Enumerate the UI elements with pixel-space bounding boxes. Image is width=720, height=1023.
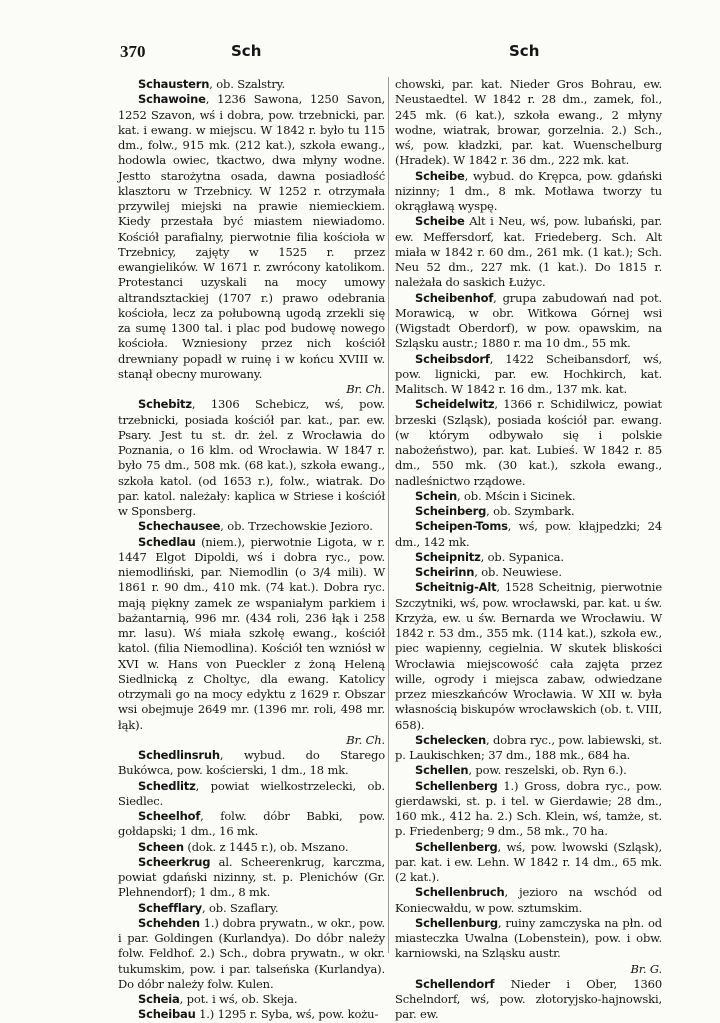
entry-headword: Schebitz — [138, 397, 192, 412]
entry-text: 1.) dobra prywatn., w okr., pow. i par. Goldingen (Kurlandya). Do dóbr należy folw. Feldhof. 2.) Sch., dobra prywatn., w okr. tukumskim, pow. i par. talseńska (Kurlandya). Do dóbr należy folw. Kulen. — [118, 915, 385, 991]
dictionary-entry — [118, 77, 385, 92]
entry-headword: Scheibau — [138, 1007, 196, 1022]
entry-headword: Scheerkrug — [138, 854, 211, 869]
entry-headword: Schefflary — [138, 900, 202, 915]
dictionary-entry — [118, 809, 385, 840]
dictionary-entry — [395, 779, 662, 840]
author-signature: Br. G. — [630, 961, 662, 976]
entry-headword: Scheelhof — [138, 809, 201, 823]
entry-text: chowski, par. kat. Nieder Gros Bohrau, ew. Neustaedtel. W 1842 r. 28 dm., zamek, fol., 245 mk. (6 kat.), szkoła ewang., 2 młyny wodne, wiatrak, browar, gorzelnia. 2.) Sch., wś, pow. kładzki, par. kat. Wuenschelburg (Hradek). W 1842 r. 36 dm., 222 mk. kat. — [395, 77, 662, 168]
entry-text: , wybud. do Starego Bukówca, pow. kościerski, 1 dm., 18 mk. — [118, 748, 385, 778]
dictionary-entry — [118, 855, 385, 901]
entry-text: , 1422 Scheibansdorf, wś, pow. lignicki, par. ew. Hochkirch, kat. Malitsch. W 1842 r. 16 dm., 137 mk. kat. — [395, 351, 662, 396]
dictionary-entry — [395, 519, 662, 550]
dictionary-entry — [395, 916, 662, 962]
running-head-left: Sch — [231, 42, 262, 60]
dictionary-entry — [395, 77, 662, 169]
entry-text: , 1528 Scheitnig, pierwotnie Szczytniki, wś, pow. wrocławski, par. kat. u św. Krzyża, ew. u św. Bernarda we Wrocławiu. W 1842 r. 53 dm., 355 mk. (114 kat.), szkoła ew., piec wapienny, cegielnia. W skutek bliskości Wrocławia miejscowość cała zajęta przez wille, ogrody i miejsca zabaw, odwiedzane przez mieszkańców Wrocławia. W XII w. była własnością biskupów wrocławskich (ob. t. VIII, 658). — [395, 580, 662, 732]
entry-text: , wś, pow. kłajpedzki; 24 dm., 142 mk. — [395, 519, 662, 549]
entry-headword: Schellenberg — [415, 839, 498, 854]
entry-headword: Schellenbruch — [415, 885, 505, 900]
author-signature: Br. Ch. — [346, 382, 385, 396]
entry-text: , dobra ryc., pow. labiewski, st. p. Laukischken; 37 dm., 188 mk., 684 ha. — [395, 732, 662, 762]
entry-text: , ob. Szaflary. — [201, 900, 279, 915]
entry-headword: Schellenberg — [415, 778, 498, 793]
column-divider — [388, 77, 389, 953]
entry-text: , ruiny zamczyska na płn. od miasteczka Uwalna (Lobenstein), pow. i obw. karniowski, na Szląsku austr. — [395, 915, 662, 961]
entry-headword: Schehden — [138, 915, 200, 930]
dictionary-entry — [118, 397, 385, 519]
dictionary-entry — [395, 550, 662, 565]
dictionary-entry — [395, 580, 662, 733]
left-column — [118, 77, 385, 1023]
entry-text: , powiat wielkostrzelecki, ob. Siedlec. — [118, 778, 385, 808]
entry-headword: Scheen — [138, 839, 184, 854]
entry-headword: Schaustern — [138, 77, 210, 91]
entry-text: , ob. Trzechowskie Jezioro. — [220, 519, 373, 534]
dictionary-entry — [118, 779, 385, 810]
dictionary-entry — [395, 489, 662, 504]
entry-text: , wś, pow. lwowski (Szląsk), par. kat. i ew. Lehn. W 1842 r. 14 dm., 65 mk. (2 kat.). — [395, 839, 662, 884]
entry-text: (niem.), pierwotnie Ligota, w r. 1447 Elgot Dipoldi, wś i dobra ryc., pow. niemodliński, par. Niemodlin (o 3/4 mili). W 1861 r. 90 dm., 410 mk. (74 kat.). Dobra ryc. mają piękny zamek ze wspaniałym parkiem i bażantarnią, 996 mr. (434 roli, 236 łąk i 258 mr. lasu). Wś miała szkołę ewang., kościół katol. (filia Niemodlina). Kościół ten wzniósł w XVI w. Hans von Pueckler z żoną Heleną Siedlnicką z Choltyc, dla ewang. Katolicy otrzymali go na mocy edyktu z 1629 r. Obszar wsi obejmuje 2649 mr. (1396 mr. roli, 498 mr. łąk). — [118, 534, 385, 732]
entry-text: , pot. i wś, ob. Skeja. — [179, 992, 298, 1006]
dictionary-entry — [395, 169, 662, 215]
entry-text: Nieder i Ober, 1360 Schelndorf, wś, pow. złotoryjsko-hajnowski, par. ew. — [395, 976, 662, 1022]
entry-text: , jezioro na wschód od Koniecwałdu, w pow. sztumskim. — [395, 885, 662, 915]
entry-text: , ob. Mścin i Sicinek. — [457, 488, 576, 503]
entry-headword: Schawoine — [138, 92, 206, 107]
entry-headword: Schellenburg — [415, 915, 498, 930]
entry-headword: Scheia — [138, 992, 180, 1006]
entry-headword: Schellen — [415, 763, 469, 778]
entry-headword: Schellendorf — [415, 976, 495, 991]
right-column — [395, 77, 662, 1023]
entry-headword: Schein — [415, 488, 458, 503]
dictionary-entry — [118, 748, 385, 779]
dictionary-entry — [395, 565, 662, 580]
entry-text: , pow. reszelski, ob. Ryn 6.). — [468, 763, 627, 778]
dictionary-entry — [395, 397, 662, 489]
dictionary-entry — [395, 733, 662, 764]
entry-text: , ob. Szalstry. — [209, 77, 286, 91]
entry-headword: Scheibenhof — [415, 290, 494, 305]
dictionary-entry — [118, 901, 385, 916]
entry-headword: Scheibsdorf — [415, 351, 490, 366]
dictionary-entry — [118, 840, 385, 855]
dictionary-entry — [118, 535, 385, 733]
dictionary-entry — [395, 763, 662, 778]
entry-headword: Scheirinn — [415, 565, 475, 579]
entry-text: Alt i Neu, wś, pow. lubański, par. ew. Meffersdorf, kat. Friedeberg. Sch. Alt miała w 1842 r. 60 dm., 261 mk. (1 kat.); Sch. Neu 52 dm., 227 mk. (1 kat.). Do 1815 r. należała do saskich Łużyc. — [395, 214, 662, 290]
entry-text: 1.) Gross, dobra ryc., pow. gierdawski, st. p. i tel. w Gierdawie; 28 dm., 160 mk., 412 ha. 2.) Sch. Klein, wś, tamże, st. p. Friedenberg; 9 dm., 58 mk., 70 ha. — [395, 778, 662, 839]
entry-headword: Schelecken — [415, 732, 486, 747]
dictionary-entry — [395, 885, 662, 916]
entry-headword: Scheipnitz — [415, 549, 481, 564]
dictionary-entry — [118, 1007, 385, 1022]
dictionary-entry — [395, 352, 662, 398]
page-number: 370 — [120, 42, 146, 61]
entry-text: , ob. Sypanica. — [480, 549, 564, 564]
entry-headword: Schechausee — [138, 519, 221, 534]
entry-headword: Scheipen-Toms — [415, 519, 508, 534]
dictionary-entry — [118, 92, 385, 382]
entry-headword: Scheidelwitz — [415, 397, 495, 412]
dictionary-entry — [395, 840, 662, 886]
entry-text: , folw. dóbr Babki, pow. gołdapski; 1 dm., 16 mk. — [118, 809, 385, 839]
entry-headword: Schedlinsruh — [138, 748, 220, 762]
entry-text: , 1236 Sawona, 1250 Savon, 1252 Szavon, wś i dobra, pow. trzebnicki, par. kat. i ewang. w miejscu. W 1842 r. było tu 115 dm., folw., 915 mk. (212 kat.), szkoła ewang., hodowla owiec, tkactwo, dwa młyny wodne. Jestto starożytna osada, dawna posiadłość klasztoru w Trzebnicy. W 1252 r. otrzymała przywilej miejski na prawie niemieckiem. Kiedy przestała być miastem niewiadomo. Kościół parafialny, pierwotnie filia kościoła w Trzebnicy, zajęty w 1525 r. przez ewangielików. W 1671 r. zwrócony katolikom. Protestanci uzyskali na mocy umowy altrandsztackiej (1707 r.) prawo odebrania kościoła, lecz za połubowną ugodą zrzekli się za sumę 1300 tal. i plac pod budowę nowego kościoła. Wzniesiony przez nich kościół drewniany popadł w ruinę i w końcu XVIII w. stanął obecny murowany. — [118, 92, 385, 381]
entry-text: , ob. Neuwiese. — [474, 565, 562, 579]
dictionary-entry — [118, 519, 385, 534]
dictionary-entry — [118, 992, 385, 1007]
running-head-right: Sch — [509, 42, 540, 60]
dictionary-entry — [395, 291, 662, 352]
dictionary-entry — [395, 214, 662, 290]
entry-headword: Scheibe — [415, 214, 465, 229]
entry-headword: Scheitnig-Alt — [415, 580, 497, 595]
entry-text: 1.) 1295 r. Syba, wś, pow. kożu- — [195, 1007, 379, 1022]
entry-headword: Scheibe — [415, 168, 465, 183]
entry-headword: Scheinberg — [415, 504, 487, 518]
entry-text: , ob. Szymbark. — [486, 504, 575, 518]
entry-headword: Schedlau — [138, 534, 196, 549]
entry-headword: Schedlitz — [138, 778, 196, 793]
entry-text: (dok. z 1445 r.), ob. Mszano. — [183, 839, 349, 854]
dictionary-entry — [395, 504, 662, 519]
entry-text: al. Scheerenkrug, karczma, powiat gdański nizinny, st. p. Plenichów (Gr. Plehnendorf); 1 dm., 8 mk. — [118, 854, 385, 900]
entry-text: , 1366 r. Schidilwicz, powiat brzeski (Szląsk), posiada kościół par. ewang. (w którym odbywało się i polskie nabożeństwo), par. kat. Lubieś. W 1842 r. 85 dm., 550 mk. (30 kat.), szkoła ewang., nadleśnictwo rządowe. — [395, 397, 662, 488]
entry-text: , grupa zabudowań nad pot. Morawicą, w obr. Witkowa Górnej wsi (Wigstadt Oberdorf), w pow. opawskim, na Szląsku austr.; 1880 r. ma 10 dm., 55 mk. — [395, 290, 662, 351]
author-signature: Br. Ch. — [346, 732, 385, 747]
entry-text: , 1306 Schebicz, wś, pow. trzebnicki, posiada kościół par. kat., par. ew. Psary. Jest tu st. dr. żel. z Wrocławia do Poznania, o 16 klm. od Wrocławia. W 1847 r. było 75 dm., 508 mk. (68 kat.), szkoła ewang., szkoła katol. (od 1653 r.), folw., wiatrak. Do par. katol. należały: kaplica w Striese i kościół w Sponsberg. — [118, 397, 385, 518]
entry-text: , wybud. do Krępca, pow. gdański nizinny; 1 dm., 8 mk. Motława tworzy tu okrągławą wyspę. — [395, 168, 662, 213]
dictionary-entry — [118, 916, 385, 992]
